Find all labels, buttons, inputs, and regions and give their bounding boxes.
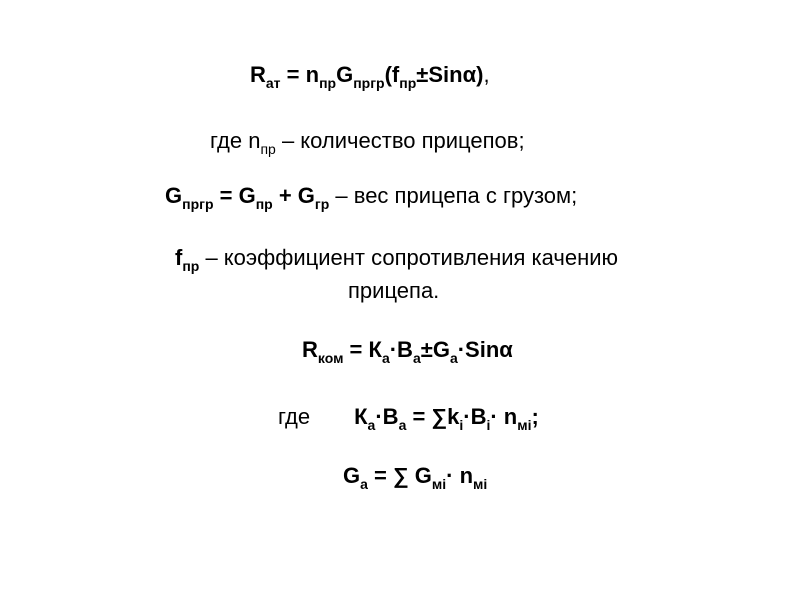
symbol: (f xyxy=(384,62,400,87)
subscript: а xyxy=(367,417,376,433)
subscript: i xyxy=(459,417,464,433)
subscript: а xyxy=(381,350,390,366)
operator: + G xyxy=(272,183,315,208)
f-definition-line xyxy=(175,245,619,274)
symbol: К xyxy=(354,404,368,429)
symbol: ±Sinα) xyxy=(416,62,484,87)
subscript: пр xyxy=(255,196,273,212)
symbol: G xyxy=(343,463,361,488)
operator: = G xyxy=(213,183,256,208)
symbol: R xyxy=(250,62,266,87)
subscript: а xyxy=(449,350,458,366)
operator: = ∑ G xyxy=(367,463,432,488)
subscript: пргр xyxy=(353,75,385,91)
subscript: а xyxy=(412,350,421,366)
where-n-line xyxy=(210,128,525,157)
symbol: G xyxy=(336,62,354,87)
f-definition-continuation: прицепа. xyxy=(348,278,440,303)
subscript: ат xyxy=(265,75,281,91)
punctuation: ; xyxy=(531,404,539,429)
operator: ±G xyxy=(420,337,450,362)
symbol: n xyxy=(305,62,320,87)
formula-ga xyxy=(343,463,488,492)
operator: ·В xyxy=(389,337,413,362)
operator: = К xyxy=(343,337,382,362)
punctuation: , xyxy=(483,62,490,87)
formula-kb xyxy=(278,404,539,433)
subscript: пр xyxy=(319,75,337,91)
formula-rkom xyxy=(302,337,513,366)
symbol: G xyxy=(165,183,183,208)
text: где n xyxy=(210,128,261,153)
operator: = ∑k xyxy=(406,404,460,429)
subscript: мi xyxy=(473,476,488,492)
operator: = xyxy=(280,62,306,87)
formula-rat xyxy=(250,62,490,91)
symbol: ·Sinα xyxy=(457,337,513,362)
subscript: гр xyxy=(314,196,330,212)
subscript: i xyxy=(486,417,491,433)
operator: · n xyxy=(490,404,518,429)
subscript: мi xyxy=(431,476,447,492)
symbol: R xyxy=(302,337,318,362)
subscript: а xyxy=(360,476,368,492)
text: – коэффициент сопротивления качению xyxy=(199,245,619,270)
subscript: пр xyxy=(399,75,417,91)
g-definition-line xyxy=(165,183,578,212)
subscript: пр xyxy=(260,141,276,157)
subscript: пр xyxy=(182,258,200,274)
text: где xyxy=(278,404,311,429)
symbol: f xyxy=(175,245,183,270)
subscript: пргр xyxy=(182,196,214,212)
text: – количество прицепов; xyxy=(275,128,525,153)
subscript: ком xyxy=(317,350,344,366)
operator: · n xyxy=(446,463,474,488)
text: – вес прицепа с грузом; xyxy=(329,183,578,208)
subscript: мi xyxy=(517,417,532,433)
operator: ·B xyxy=(463,404,487,429)
subscript: а xyxy=(398,417,407,433)
operator: ·В xyxy=(375,404,399,429)
